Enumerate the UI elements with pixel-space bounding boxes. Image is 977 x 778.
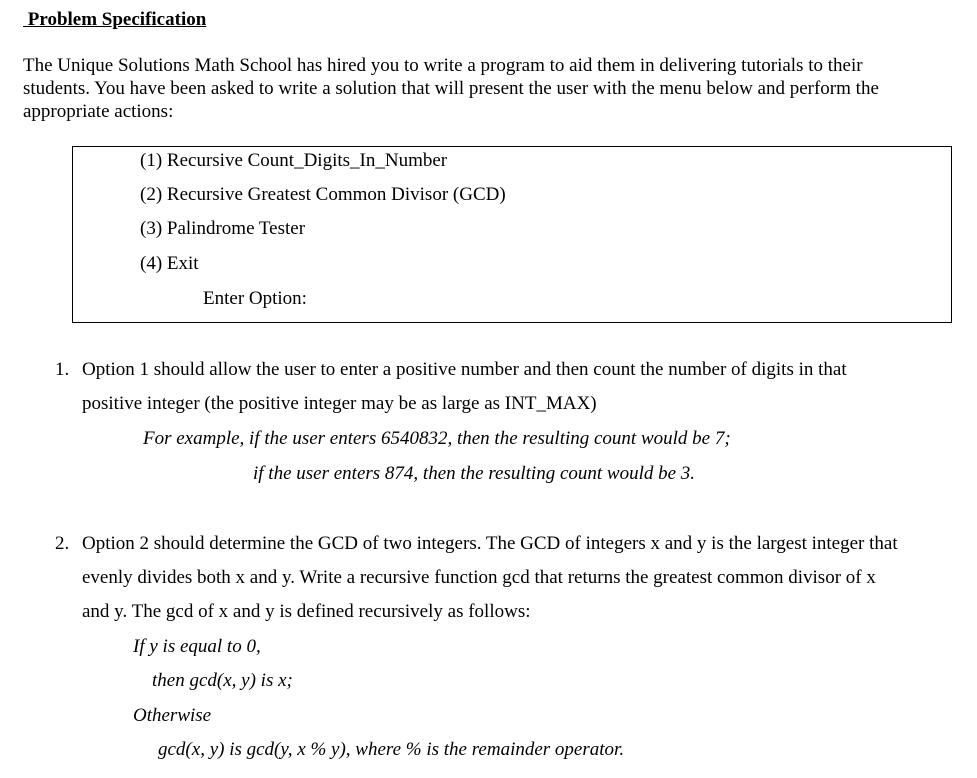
- list-number: 1.: [55, 359, 70, 380]
- definition-line: then gcd(x, y) is x;: [152, 670, 293, 691]
- menu-item: (1) Recursive Count_Digits_In_Number: [140, 150, 448, 171]
- menu-prompt: Enter Option:: [203, 288, 307, 309]
- intro-line: appropriate actions:: [23, 101, 174, 122]
- section-title: Problem Specification: [23, 9, 207, 30]
- list-line: Option 2 should determine the GCD of two integers. The GCD of integers x and y is the largest integer that: [82, 533, 898, 554]
- menu-item: (2) Recursive Greatest Common Divisor (GCD): [140, 184, 506, 205]
- list-line: positive integer (the positive integer may be as large as INT_MAX): [82, 393, 597, 414]
- list-line: and y. The gcd of x and y is defined recursively as follows:: [82, 601, 531, 622]
- definition-line: If y is equal to 0,: [133, 636, 261, 657]
- definition-line: Otherwise: [133, 705, 212, 726]
- example-line: For example, if the user enters 6540832, then the resulting count would be 7;: [143, 428, 731, 449]
- intro-line: students. You have been asked to write a solution that will present the user with the menu below and perform the: [23, 78, 879, 99]
- menu-item: (4) Exit: [140, 253, 199, 274]
- list-line: evenly divides both x and y. Write a recursive function gcd that returns the greatest common divisor of x: [82, 567, 876, 588]
- example-line: if the user enters 874, then the resulting count would be 3.: [253, 463, 696, 484]
- intro-line: The Unique Solutions Math School has hired you to write a program to aid them in delivering tutorials to their: [23, 55, 863, 76]
- list-number: 2.: [55, 533, 70, 554]
- list-line: Option 1 should allow the user to enter a positive number and then count the number of digits in that: [82, 359, 847, 380]
- menu-item: (3) Palindrome Tester: [140, 218, 306, 239]
- definition-line: gcd(x, y) is gcd(y, x % y), where % is the remainder operator.: [158, 739, 625, 760]
